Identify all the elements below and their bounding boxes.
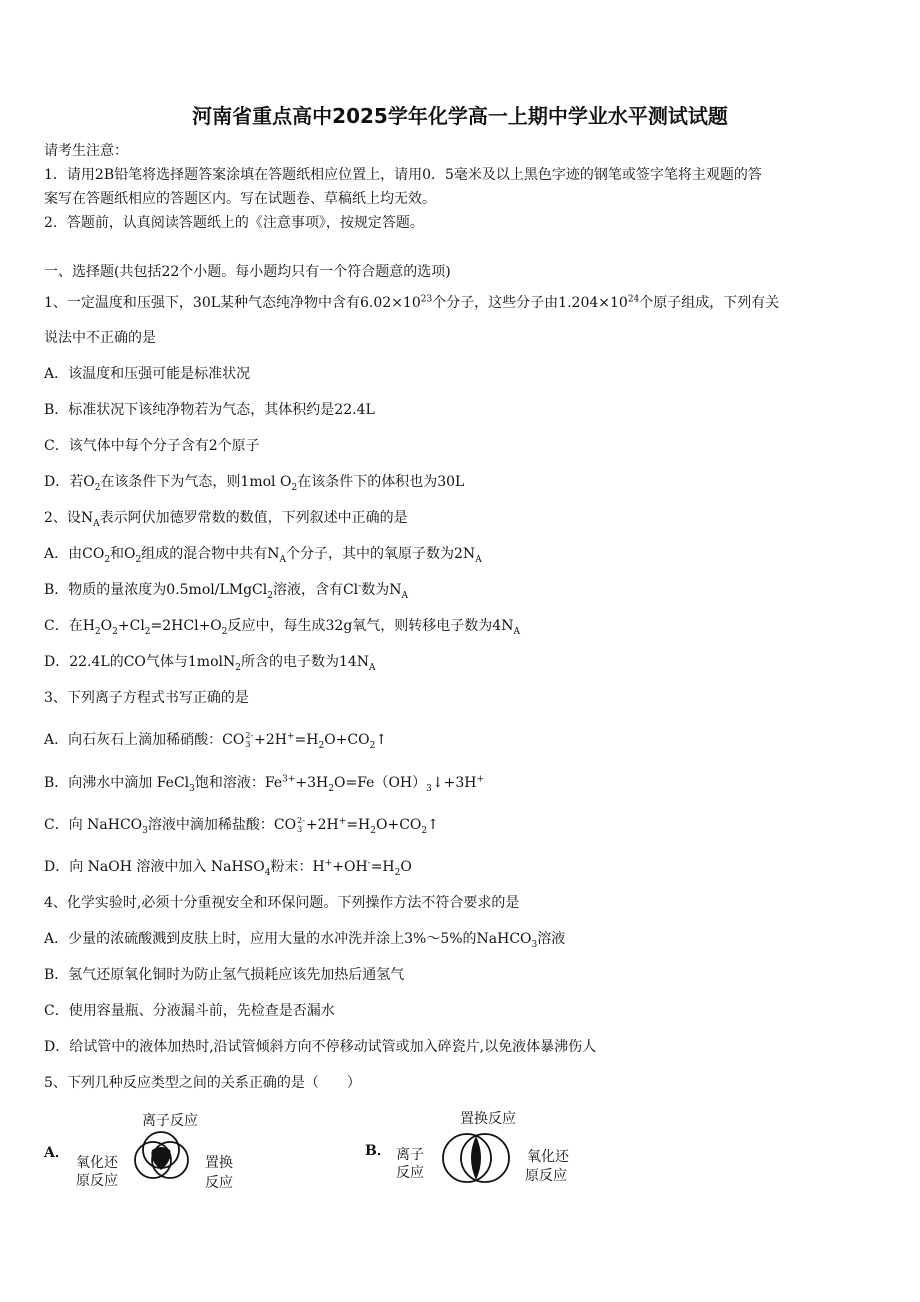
q1-stem-line-2: 说法中不正确的是	[44, 330, 156, 346]
q1-option-d: D．若$O_2$在该条件下为气态，则1mol $O_2$在该条件下的体积也为30L	[44, 474, 465, 493]
q3-option-a: A．向石灰石上滴加稀硝酸：CO 2- 3 $+2H^+=H_2O+CO_2↑$	[44, 731, 388, 751]
q1-stem-line-1: 1、一定温度和压强下，30L某种气态纯净物中含有$6.02\times 10^{23}$个分子，这些分子由$1.204\times 10^{24}$个原子组成，下列有关	[44, 294, 780, 311]
diagram-b-left-label-line-2: 反应	[396, 1165, 424, 1181]
diagram-a-top-label: 离子反应	[142, 1113, 198, 1129]
q1-option-b: B．标准状况下该纯净物若为气态，其体积约是22.4L	[44, 402, 375, 418]
diagram-b-right-label-line-1: 氧化还	[527, 1149, 569, 1165]
q1-option-c: C．该气体中每个分子含有2个原子	[44, 438, 260, 454]
q5-stem: 5、下列几种反应类型之间的关系正确的是（ ）	[44, 1075, 361, 1091]
q3-option-c: C．向 NaHCO$_3$溶液中滴加稀盐酸：CO 2- 3 $+2H^+=H_2O+CO_2↑$	[44, 816, 439, 836]
diagram-b-left-label-line-1: 离子	[396, 1147, 424, 1163]
diagram-b-right-label-line-2: 原反应	[525, 1168, 567, 1184]
diagram-a-left-label-line-2: 原反应	[76, 1173, 118, 1189]
notice-item-1-line-2: 案写在答题纸相应的答题区内。写在试题卷、草稿纸上均无效。	[44, 191, 436, 207]
q2-option-a: A．由$CO_2$和$O_2$组成的混合物中共有$N_A$个分子，其中的氧原子数为$2N_A$	[44, 546, 482, 565]
q2-option-b: B．物质的量浓度为0.5mol/LMgCl$_2$溶液，含有Cl-数为$N_A$	[44, 581, 408, 601]
q3-option-d: D．向 NaOH 溶液中加入 NaHSO$_4$粉末：$H^++OH^-=H_2O$	[44, 858, 412, 878]
venn-diagram-a	[125, 1130, 205, 1195]
page-title: 河南省重点高中2025学年化学高一上期中学业水平测试试题	[192, 104, 728, 128]
q4-stem: 4、化学实验时,必须十分重视安全和环保问题。下列操作方法不符合要求的是	[44, 895, 520, 911]
carbonate-charge: 2- 3	[297, 816, 305, 834]
q2-option-d: D．22.4L的CO气体与1molN$_2$所含的电子数为$14N_A$	[44, 654, 376, 673]
q4-option-b: B．氢气还原氧化铜时为防止氢气损耗应该先加热后通氢气	[44, 967, 405, 983]
diagram-a-left-label-line-1: 氧化还	[76, 1155, 118, 1171]
section-heading: 一、选择题(共包括22个小题。每小题均只有一个符合题意的选项)	[44, 264, 451, 280]
q4-option-d: D．给试管中的液体加热时,沿试管倾斜方向不停移动试管或加入碎瓷片,以免液体暴沸伤人	[44, 1039, 597, 1055]
q2-option-c: C．在$H_2O_2+Cl_2=2HCl+O_2$反应中，每生成32g氧气，则转移电子数为$4N_A$	[44, 618, 520, 637]
carbonate-charge: 2- 3	[245, 731, 254, 749]
q3-stem: 3、下列离子方程式书写正确的是	[44, 690, 249, 706]
q5-option-a-label: A．	[44, 1145, 69, 1161]
venn-diagram-b	[430, 1128, 520, 1188]
q3-option-b: B．向沸水中滴加 FeCl$_3$饱和溶液：$Fe^{3+}+3H_2O=Fe(OH)_3↓+3H^+$	[44, 774, 485, 794]
notice-heading: 请考生注意：	[44, 143, 128, 159]
q4-option-a: A．少量的浓硫酸溅到皮肤上时，应用大量的水冲洗并涂上3%～5%的NaHCO$_3$溶液	[44, 931, 566, 950]
q1-option-a: A．该温度和压强可能是标准状况	[44, 366, 251, 382]
q5-option-b-label: B．	[365, 1143, 391, 1159]
notice-item-2: 2．答题前，认真阅读答题纸上的《注意事项》，按规定答题。	[44, 215, 424, 231]
q4-option-c: C．使用容量瓶、分液漏斗前，先检查是否漏水	[44, 1003, 335, 1019]
diagram-a-right-label-line-1: 置换	[205, 1155, 233, 1171]
q2-stem: 2、设$N_A$表示阿伏加德罗常数的数值，下列叙述中正确的是	[44, 510, 408, 529]
diagram-b-top-label: 置换反应	[460, 1111, 516, 1127]
notice-item-1-line-1: 1．请用2B铅笔将选择题答案涂填在答题纸相应位置上，请用0．5毫米及以上黑色字迹的钢笔或签字笔将主观题的答	[44, 167, 762, 183]
diagram-a-right-label-line-2: 反应	[205, 1175, 233, 1191]
